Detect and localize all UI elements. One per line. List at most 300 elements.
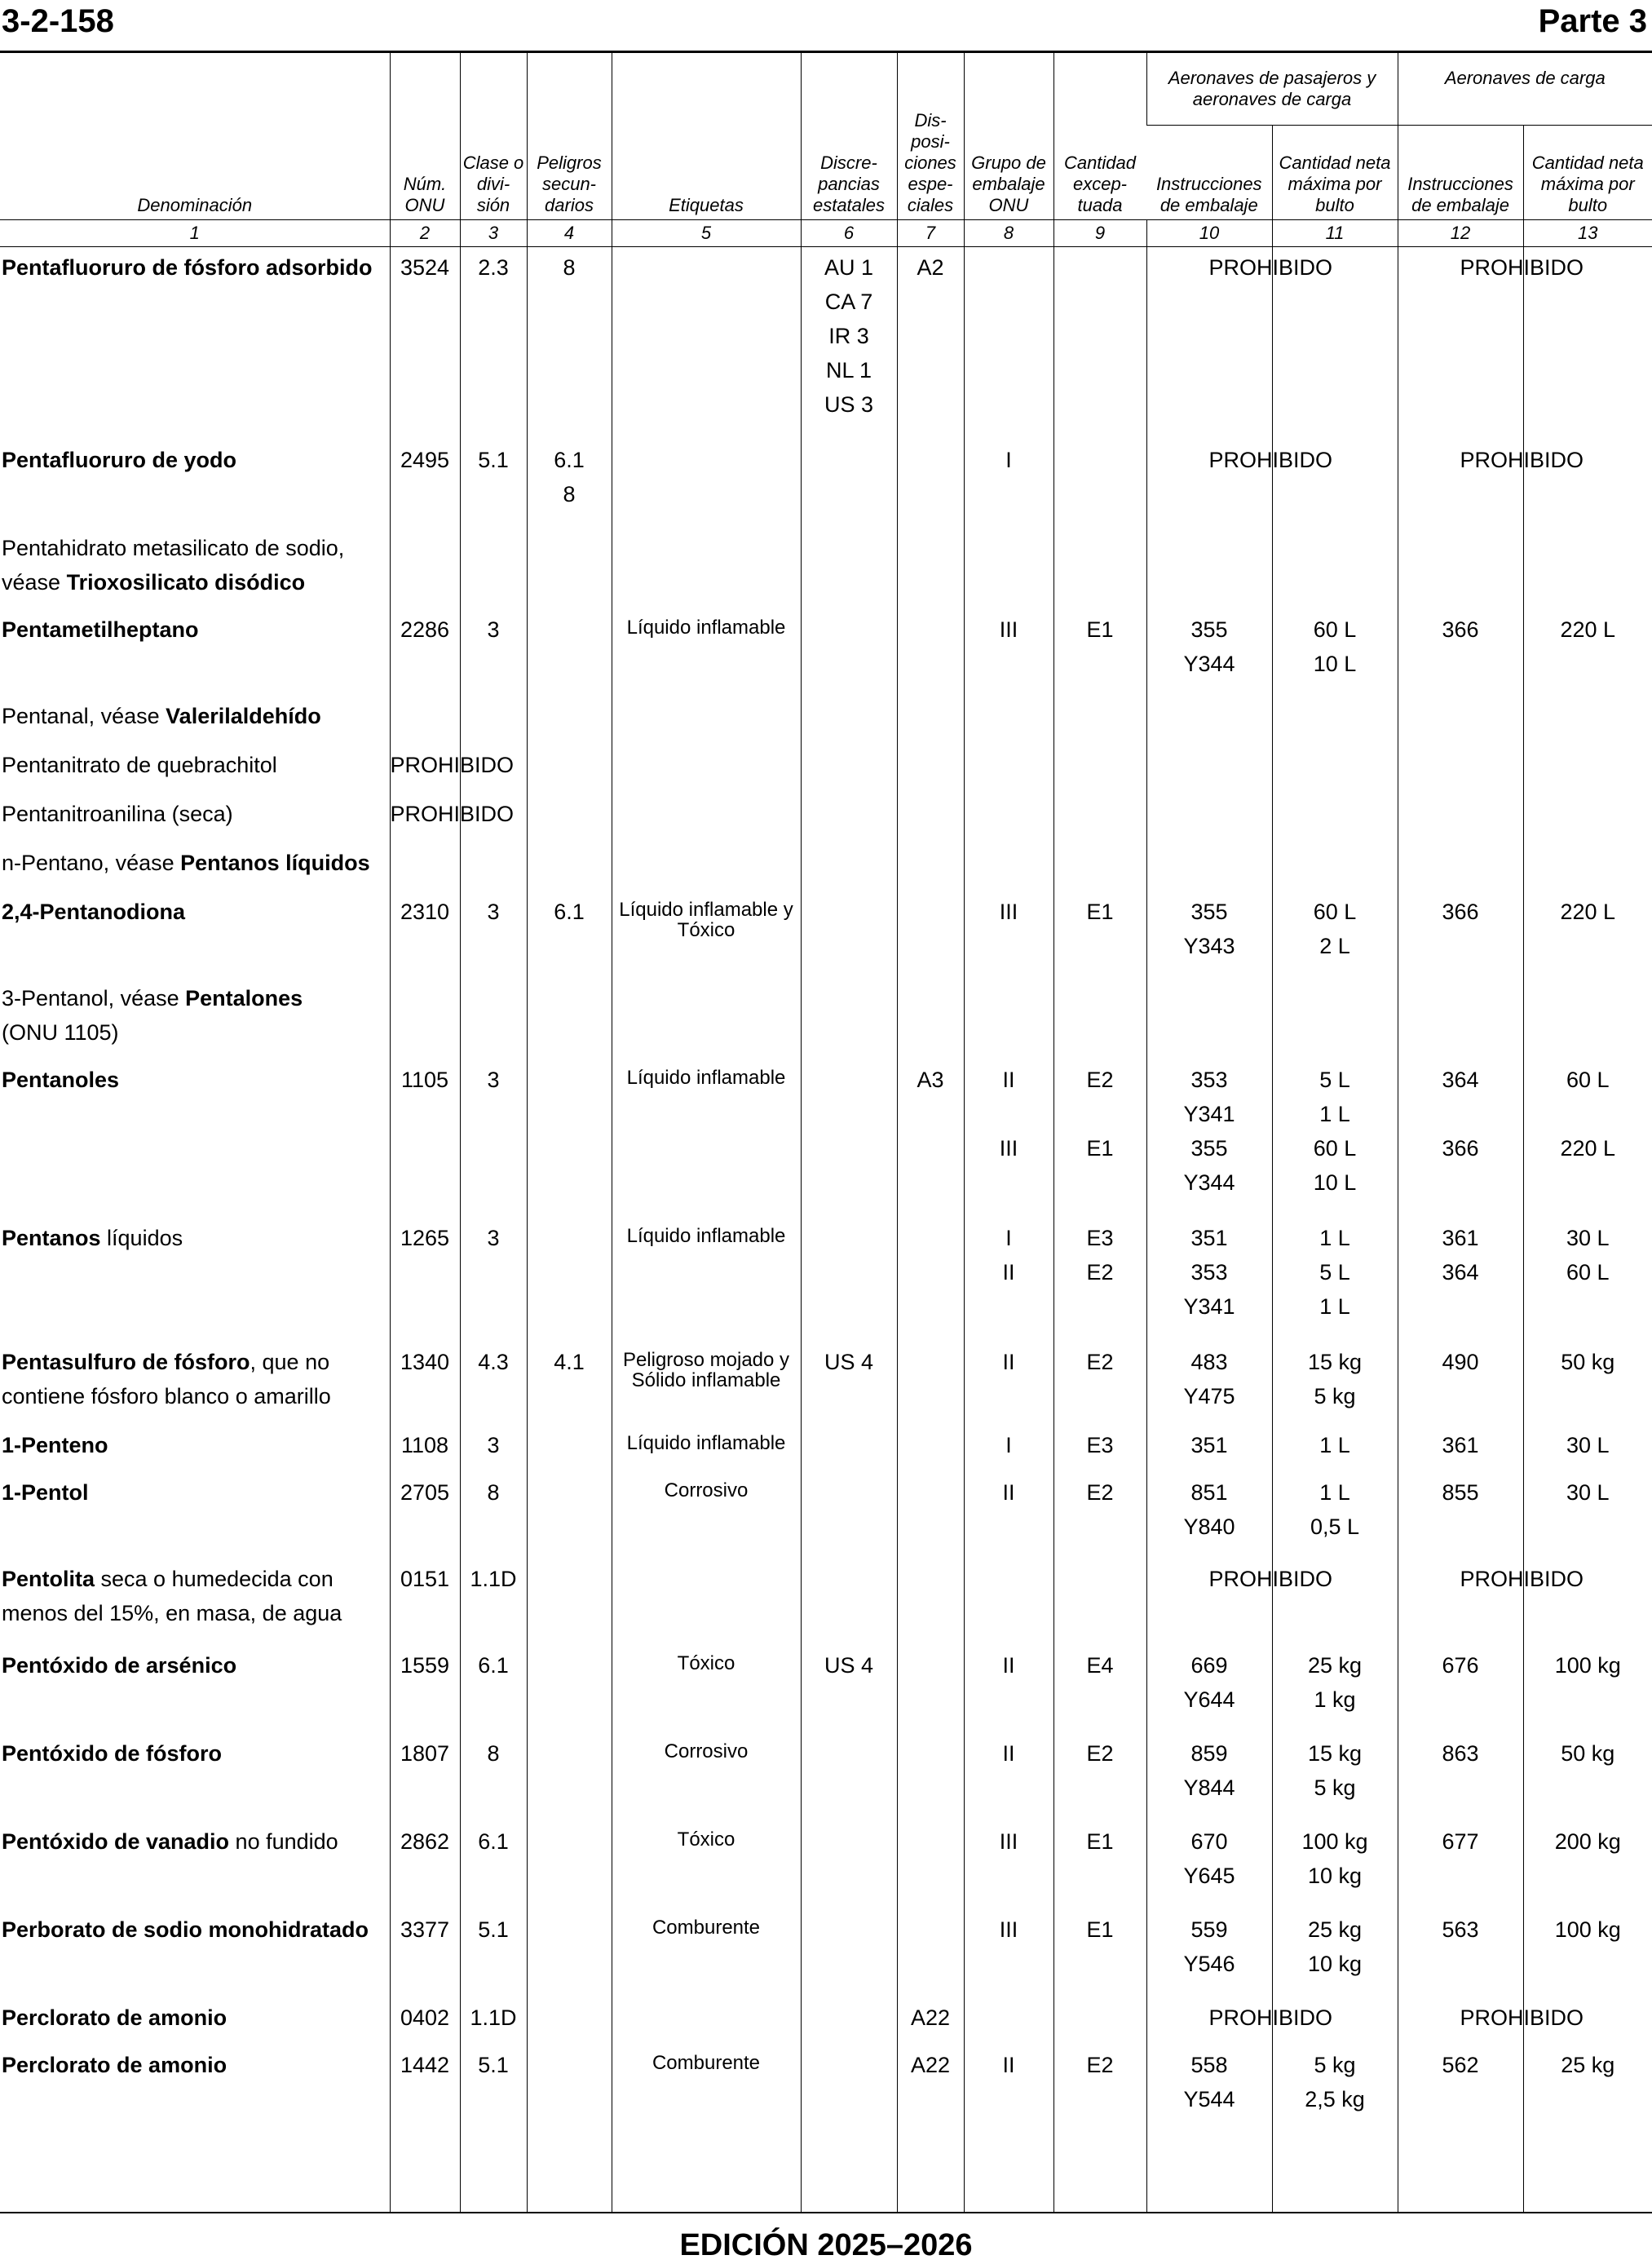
cargo-packing-instruction xyxy=(1398,1997,1584,2045)
substance-name xyxy=(0,696,390,745)
cell-line: II xyxy=(1002,1653,1015,1678)
table-row xyxy=(0,2045,1652,2134)
cargo-max-quantity xyxy=(1523,1425,1652,1472)
name-bold: 1-Pentol xyxy=(2,1480,89,1505)
cell-line: 562 xyxy=(1442,2053,1479,2077)
excepted-quantity xyxy=(1053,1472,1146,1559)
cell-line: E2 xyxy=(1086,1260,1114,1285)
secondary-hazards xyxy=(527,2045,612,2134)
cell-line: I xyxy=(1005,1433,1012,1457)
special-provisions xyxy=(897,609,964,696)
empty-cell xyxy=(964,978,1053,1059)
empty-cell xyxy=(460,696,527,745)
cell-line: E1 xyxy=(1086,1829,1114,1854)
substance-name xyxy=(0,1342,390,1425)
cell-line: 851 xyxy=(1190,1480,1228,1505)
cell-line: 5 kg xyxy=(1314,2053,1356,2077)
class-division: 8 xyxy=(460,1733,527,1821)
cell-line: 100 kg xyxy=(1554,1917,1621,1942)
state-variations xyxy=(801,1909,897,1997)
empty-cell xyxy=(897,745,964,794)
hazard-labels: Líquido inflamable xyxy=(612,1059,801,1218)
hazard-labels: Líquido inflamable xyxy=(612,609,801,696)
substance-name xyxy=(0,528,390,609)
empty-cell xyxy=(1146,745,1272,794)
pax-packing-instruction xyxy=(1146,1059,1272,1218)
excepted-quantity xyxy=(1053,1559,1146,1645)
pax-max-quantity xyxy=(1272,1218,1398,1342)
cell-line: 25 kg xyxy=(1561,2053,1615,2077)
group-header-passenger: Aeronaves de pasajeros y aeronaves de carga xyxy=(1146,53,1398,126)
secondary-hazards xyxy=(527,247,612,440)
table-row xyxy=(0,1559,1652,1645)
cell-line: 855 xyxy=(1442,1480,1479,1505)
empty-cell xyxy=(801,842,897,891)
cell-line: 60 L xyxy=(1313,1136,1357,1161)
substance-name xyxy=(0,2045,390,2134)
column-number-2: 2 xyxy=(390,220,460,247)
cargo-max-quantity xyxy=(1523,1059,1652,1218)
special-provisions xyxy=(897,1733,964,1821)
name-suffix: (ONU 1105) xyxy=(2,1020,119,1045)
prohibited-text: PROHIBIDO xyxy=(1460,1567,1584,1591)
table-row xyxy=(0,1645,1652,1733)
name-bold: Perclorato de amonio xyxy=(2,2005,227,2030)
empty-cell xyxy=(612,842,801,891)
empty-cell xyxy=(1398,978,1523,1059)
un-number: 2286 xyxy=(390,609,460,696)
name-bold: 1-Penteno xyxy=(2,1433,108,1457)
empty-cell xyxy=(1272,528,1398,609)
table-row xyxy=(0,247,1652,440)
cell-line: 60 L xyxy=(1566,1068,1610,1092)
cell-line: 60 L xyxy=(1313,900,1357,924)
cargo-packing-instruction xyxy=(1398,1909,1523,1997)
table-row xyxy=(0,696,1652,745)
empty-cell xyxy=(612,2134,801,2212)
empty-cell xyxy=(527,842,612,891)
col-header-packing-group: Grupo de embalaje ONU xyxy=(964,53,1053,220)
class-division: 3 xyxy=(460,891,527,978)
empty-cell xyxy=(1272,745,1398,794)
cell-line: 1 L xyxy=(1319,1433,1350,1457)
name-prefix: n-Pentano, véase xyxy=(2,851,181,875)
un-number: 1105 xyxy=(390,1059,460,1218)
cell-line xyxy=(965,1097,1053,1131)
column-number-row xyxy=(0,220,1652,247)
excepted-quantity xyxy=(1053,2045,1146,2134)
un-number: 0402 xyxy=(390,1997,460,2045)
substance-name xyxy=(0,1909,390,1997)
prohibited-text: PROHIBIDO xyxy=(1208,2005,1333,2030)
col-header-secondary: Peligros secun- darios xyxy=(527,53,612,220)
excepted-quantity xyxy=(1053,1997,1146,2045)
cell-line: 10 kg xyxy=(1307,1952,1363,1976)
empty-cell xyxy=(460,2134,527,2212)
special-provisions xyxy=(897,1821,964,1909)
substance-name xyxy=(0,609,390,696)
cell-line: E1 xyxy=(1086,617,1114,642)
packing-group xyxy=(964,1425,1053,1472)
empty-cell xyxy=(612,696,801,745)
table-row xyxy=(0,1733,1652,1821)
packing-group xyxy=(964,1472,1053,1559)
empty-cell xyxy=(612,745,801,794)
pax-max-quantity xyxy=(1272,1645,1398,1733)
cell-line: Y546 xyxy=(1183,1952,1235,1976)
cell-line: II xyxy=(1002,1260,1015,1285)
special-provisions xyxy=(897,1342,964,1425)
special-provisions xyxy=(897,440,964,528)
empty-cell xyxy=(1398,528,1523,609)
empty-cell xyxy=(390,696,460,745)
cell-line: 558 xyxy=(1190,2053,1228,2077)
class-division: 1.1D xyxy=(460,1997,527,2045)
name-bold: Pentanoles xyxy=(2,1068,120,1092)
cell-line: 2,5 kg xyxy=(1305,2087,1365,2111)
cell-line: I xyxy=(1005,448,1012,472)
cell-line: E2 xyxy=(1086,2053,1114,2077)
empty-cell xyxy=(1053,2134,1146,2212)
packing-group xyxy=(964,609,1053,696)
class-division: 3 xyxy=(460,1425,527,1472)
col-header-cao-pi: Instrucciones de embalaje xyxy=(1398,126,1523,220)
un-number: 2862 xyxy=(390,1821,460,1909)
col-header-denominacion: Denominación xyxy=(137,195,253,215)
substance-name xyxy=(0,842,390,891)
cargo-max-quantity xyxy=(1523,1218,1652,1342)
cell-line: III xyxy=(999,900,1018,924)
secondary-hazards xyxy=(527,1342,612,1425)
name-bold: Pentóxido de vanadio xyxy=(2,1829,230,1854)
cell-line: US 4 xyxy=(824,1653,874,1678)
name-bold: Pentafluoruro de fósforo adsorbido xyxy=(2,255,373,280)
name-bold: Pentolita xyxy=(2,1567,95,1591)
cell-line: E3 xyxy=(1086,1226,1114,1250)
cell-line: 563 xyxy=(1442,1917,1479,1942)
cell-line: 361 xyxy=(1442,1433,1479,1457)
packing-group xyxy=(964,1218,1053,1342)
cell-line xyxy=(1524,1097,1652,1131)
cell-line: US 4 xyxy=(824,1350,874,1374)
cell-line: E1 xyxy=(1086,1917,1114,1942)
cell-line: NL 1 xyxy=(825,358,872,382)
special-provisions xyxy=(897,891,964,978)
table-row xyxy=(0,978,1652,1059)
state-variations xyxy=(801,1997,897,2045)
class-division: 3 xyxy=(460,609,527,696)
cell-line: 351 xyxy=(1190,1226,1228,1250)
pax-max-quantity xyxy=(1272,1472,1398,1559)
cell-line: 676 xyxy=(1442,1653,1479,1678)
name-bold: Pentasulfuro de fósforo xyxy=(2,1350,250,1374)
column-number-1: 1 xyxy=(0,220,390,247)
state-variations xyxy=(801,1733,897,1821)
empty-cell xyxy=(612,794,801,842)
cell-line: Y544 xyxy=(1183,2087,1235,2111)
empty-cell xyxy=(1146,978,1272,1059)
cell-line: Y475 xyxy=(1183,1384,1235,1408)
cargo-packing-instruction xyxy=(1398,1645,1523,1733)
name-rest: , que no contiene fósforo blanco o amarillo xyxy=(2,1350,331,1408)
class-division: 2.3 xyxy=(460,247,527,440)
hazard-labels: Tóxico xyxy=(612,1821,801,1909)
excepted-quantity xyxy=(1053,1425,1146,1472)
cell-line: 15 kg xyxy=(1307,1350,1363,1374)
cell-line xyxy=(1398,1097,1523,1131)
col-header-labels: Etiquetas xyxy=(612,53,801,220)
pax-packing-instruction xyxy=(1146,1733,1272,1821)
secondary-hazards xyxy=(527,1472,612,1559)
cell-line: Y645 xyxy=(1183,1864,1235,1888)
cell-line: E2 xyxy=(1086,1350,1114,1374)
un-number: 1807 xyxy=(390,1733,460,1821)
cell-line: Y341 xyxy=(1183,1102,1235,1126)
empty-cell xyxy=(964,842,1053,891)
secondary-hazards xyxy=(527,1645,612,1733)
cell-line: II xyxy=(1002,2053,1015,2077)
empty-cell xyxy=(527,794,612,842)
cell-line: I xyxy=(1005,1226,1012,1250)
cell-line: 220 L xyxy=(1560,1136,1616,1161)
empty-cell xyxy=(1053,528,1146,609)
cell-line: 1 L xyxy=(1319,1102,1350,1126)
col-header-state-variations: Discre- pancias estatales xyxy=(801,53,897,220)
empty-cell xyxy=(527,696,612,745)
empty-cell xyxy=(897,2134,964,2212)
empty-cell xyxy=(1523,842,1652,891)
empty-cell xyxy=(1146,2134,1272,2212)
special-provisions xyxy=(897,1909,964,1997)
pax-packing-instruction xyxy=(1146,1997,1333,2045)
un-number: 2495 xyxy=(390,440,460,528)
un-number: 1442 xyxy=(390,2045,460,2134)
empty-cell xyxy=(964,2134,1053,2212)
cell-line: 670 xyxy=(1190,1829,1228,1854)
excepted-quantity xyxy=(1053,1821,1146,1909)
packing-group xyxy=(964,1997,1053,2045)
cell-line: III xyxy=(999,1136,1018,1161)
name-prefix: Pentanitrato de quebrachitol xyxy=(2,753,277,777)
name-bold: Pentóxido de fósforo xyxy=(2,1741,222,1766)
cell-line: 1 L xyxy=(1319,1294,1350,1319)
cell-line: Y343 xyxy=(1183,934,1235,958)
table-row xyxy=(0,440,1652,528)
name-bold: Valerilaldehído xyxy=(166,704,321,728)
excepted-quantity xyxy=(1053,440,1146,528)
table-row xyxy=(0,1821,1652,1909)
excepted-quantity xyxy=(1053,1645,1146,1733)
secondary-hazards xyxy=(527,609,612,696)
cell-line: 200 kg xyxy=(1554,1829,1621,1854)
class-division: 6.1 xyxy=(460,1645,527,1733)
table-row xyxy=(0,1472,1652,1559)
cargo-packing-instruction xyxy=(1398,1218,1523,1342)
empty-cell xyxy=(964,528,1053,609)
secondary-hazards xyxy=(527,440,612,528)
substance-name xyxy=(0,247,390,440)
special-provisions xyxy=(897,1218,964,1342)
prohibited-text: PROHIBIDO xyxy=(1208,255,1333,280)
empty-cell xyxy=(801,2134,897,2212)
hazard-labels: Corrosivo xyxy=(612,1472,801,1559)
pax-packing-instruction xyxy=(1146,1645,1272,1733)
special-provisions: A2 xyxy=(897,247,964,440)
cell-line: 220 L xyxy=(1560,617,1616,642)
hazard-labels: Líquido inflamable xyxy=(612,1425,801,1472)
empty-cell xyxy=(1272,978,1398,1059)
column-number-6: 6 xyxy=(801,220,897,247)
pax-packing-instruction xyxy=(1146,891,1272,978)
hazard-labels: Comburente xyxy=(612,1909,801,1997)
pax-max-quantity xyxy=(1272,1342,1398,1425)
state-variations xyxy=(801,1645,897,1733)
class-division: 4.3 xyxy=(460,1342,527,1425)
cell-line: 30 L xyxy=(1566,1433,1610,1457)
cell-line: II xyxy=(1002,1741,1015,1766)
empty-cell xyxy=(897,842,964,891)
prohibited-text: PROHIBIDO xyxy=(1208,448,1333,472)
cell-line: 2 L xyxy=(1319,934,1350,958)
pax-packing-instruction xyxy=(1146,440,1333,528)
cell-line: 6.1 xyxy=(554,448,585,472)
excepted-quantity xyxy=(1053,1342,1146,1425)
cargo-packing-instruction xyxy=(1398,1559,1584,1645)
cell-line: 10 L xyxy=(1313,1170,1357,1195)
pax-packing-instruction xyxy=(1146,1559,1333,1645)
packing-group xyxy=(964,440,1053,528)
col-header-pax-pi: Instrucciones de embalaje xyxy=(1155,174,1262,215)
empty-cell xyxy=(897,696,964,745)
substance-name xyxy=(0,978,390,1059)
empty-cell xyxy=(801,528,897,609)
cell-line: 60 L xyxy=(1566,1260,1610,1285)
special-provisions: A3 xyxy=(897,1059,964,1218)
cell-line: 677 xyxy=(1442,1829,1479,1854)
empty-cell xyxy=(1272,842,1398,891)
empty-cell xyxy=(964,794,1053,842)
empty-cell xyxy=(801,978,897,1059)
cargo-packing-instruction xyxy=(1398,440,1584,528)
table-row xyxy=(0,891,1652,978)
cargo-packing-instruction xyxy=(1398,1733,1523,1821)
table-row xyxy=(0,745,1652,794)
cargo-max-quantity xyxy=(1523,2045,1652,2134)
table-row xyxy=(0,1997,1652,2045)
packing-group xyxy=(964,891,1053,978)
pax-max-quantity xyxy=(1272,1425,1398,1472)
cargo-packing-instruction xyxy=(1398,609,1523,696)
name-bold: Perborato de sodio monohidratado xyxy=(2,1917,369,1942)
col-header-special-provisions: Dis- posi- ciones espe- ciales xyxy=(897,53,964,220)
cell-line: 669 xyxy=(1190,1653,1228,1678)
cell-line: 366 xyxy=(1442,617,1479,642)
pax-packing-instruction xyxy=(1146,1218,1272,1342)
cell-line: 4.1 xyxy=(554,1350,585,1374)
state-variations xyxy=(801,247,897,440)
name-bold: Trioxosilicato disódico xyxy=(66,570,306,595)
empty-cell xyxy=(527,2134,612,2212)
empty-cell xyxy=(897,978,964,1059)
cell-line: 6.1 xyxy=(554,900,585,924)
hazard-labels: Comburente xyxy=(612,2045,801,2134)
name-bold: Perclorato de amonio xyxy=(2,2053,227,2077)
name-bold: Pentafluoruro de yodo xyxy=(2,448,237,472)
cell-line: 100 kg xyxy=(1554,1653,1621,1678)
name-prefix: Pentahidrato metasilicato de sodio, véase xyxy=(2,536,345,595)
pax-max-quantity xyxy=(1272,1059,1398,1218)
cargo-packing-instruction xyxy=(1398,1425,1523,1472)
cell-line: Y344 xyxy=(1183,1170,1235,1195)
empty-cell xyxy=(1053,794,1146,842)
packing-group xyxy=(964,2045,1053,2134)
empty-cell xyxy=(390,2134,460,2212)
pax-packing-instruction xyxy=(1146,1342,1272,1425)
cell-line xyxy=(1054,1097,1146,1131)
substance-name xyxy=(0,1059,390,1218)
state-variations xyxy=(801,1472,897,1559)
hazard-labels: Corrosivo xyxy=(612,1733,801,1821)
hazard-labels: Peligroso mojado y Sólido inflamable xyxy=(612,1342,801,1425)
substance-name xyxy=(0,1645,390,1733)
table-row xyxy=(0,1425,1652,1472)
empty-cell xyxy=(1053,842,1146,891)
empty-cell xyxy=(897,794,964,842)
secondary-hazards xyxy=(527,1218,612,1342)
empty-cell xyxy=(1146,842,1272,891)
cell-line: II xyxy=(1002,1068,1015,1092)
column-number-7: 7 xyxy=(897,220,964,247)
cell-line: 366 xyxy=(1442,1136,1479,1161)
substance-name xyxy=(0,794,390,842)
cell-line: 100 kg xyxy=(1301,1829,1368,1854)
col-header-cao-qty: Cantidad neta máxima por bulto xyxy=(1523,126,1652,220)
substance-name xyxy=(0,1997,390,2045)
edition-footer: EDICIÓN 2025–2026 xyxy=(679,2228,973,2262)
empty-cell xyxy=(1053,978,1146,1059)
cargo-max-quantity xyxy=(1523,609,1652,696)
packing-group xyxy=(964,1909,1053,1997)
un-number: 0151 xyxy=(390,1559,460,1645)
pax-packing-instruction xyxy=(1146,1821,1272,1909)
cell-line: 483 xyxy=(1190,1350,1228,1374)
filler-row xyxy=(0,2134,1652,2212)
excepted-quantity xyxy=(1053,247,1146,440)
cell-line: 490 xyxy=(1442,1350,1479,1374)
name-bold: 2,4-Pentanodiona xyxy=(2,900,186,924)
empty-cell xyxy=(897,528,964,609)
substance-name xyxy=(0,745,390,794)
packing-group xyxy=(964,1645,1053,1733)
cargo-packing-instruction xyxy=(1398,891,1523,978)
empty-cell xyxy=(1523,528,1652,609)
state-variations xyxy=(801,1425,897,1472)
empty-cell xyxy=(1398,842,1523,891)
pax-packing-instruction xyxy=(1146,1425,1272,1472)
cell-line: IR 3 xyxy=(828,324,869,348)
cargo-packing-instruction xyxy=(1398,1059,1523,1218)
cell-line: 25 kg xyxy=(1307,1653,1363,1678)
substance-name xyxy=(0,891,390,978)
empty-cell xyxy=(1146,794,1272,842)
hazard-labels xyxy=(612,440,801,528)
empty-cell xyxy=(801,696,897,745)
secondary-hazards xyxy=(527,1425,612,1472)
cargo-max-quantity xyxy=(1523,1645,1652,1733)
state-variations xyxy=(801,1821,897,1909)
special-provisions xyxy=(897,1472,964,1559)
secondary-hazards xyxy=(527,1997,612,2045)
